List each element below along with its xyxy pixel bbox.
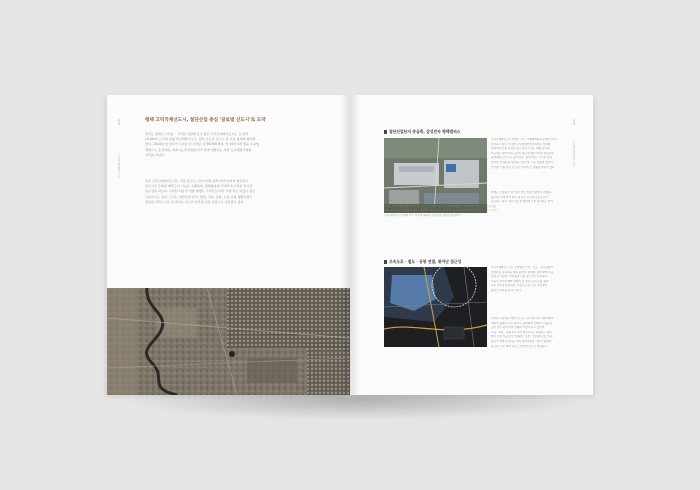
text-line: 최대기반 산업 중심의 첨단 클러스터로, 개발 중이며, [491,147,551,151]
left-page [107,95,350,395]
text-line: 고덕국제화신도시 내에는 '고덕 국제화계획지구산업단지'가 [491,138,558,141]
text-line: 출퇴근 편의를 높이고 있다. [491,288,522,292]
text-line: 조성되고 있다. 인접한 고덕일반산업단지에는 전세계 [491,142,551,146]
text-line: 연결 등 다양한 국제 광역 교통 접근성이 우수하다. [491,275,548,279]
second-paragraph [145,179,340,205]
text-line: 있으며, 이에 따라 외부 내 통근 인구와 유동인구가 [491,195,548,199]
text-line: 경기도 평택시 고덕동 · 고덕면 일원에 조성 중인 고덕국제화신도시는 총 면적 [145,132,249,136]
section-2-description-continued [491,317,587,349]
section-2-title [384,259,461,265]
text-line: 성격을 지닌다. [145,152,165,157]
text-line: 13.4km² 규모의 대형 택지개발지구로, 남부 수도권 신도시 중 가장 넓게에 위치해 [145,137,256,142]
text-line: 결합된 자족도시로 조성되며, 수도권 남부의 성장 거점으로 주목받고 있다. [145,199,245,204]
text-line: 이곳에는 세계 최대 규모의 반도체 생산기지인 삼성전자 [491,151,554,155]
intro-paragraph [145,132,340,158]
text-line: 위한 숙박 수요가 함께 늘어나고 있으며, 이에 따라 모빌리티 보조적으로 추진하고 있으며, 인근 주민 [384,209,497,213]
section-1-description [491,138,587,170]
page-heading: 평택 고덕국제신도시, 첨단산업 중심 '글로벌 신도시'로 도약 [145,118,266,123]
right-page [350,95,593,395]
text-line: 개발이 활발히 추진 중이다. 평택항의 컨테이너 물동량 [491,321,552,325]
text-line: 이러한 교통망을 바탕으로 인구 증가에 따른 택지개발과 [491,317,554,320]
text-line: 특수성을 지닌다. 이러한 다층적 개발 배경은 고덕신도시에 '국제'라는 명칭이 붙은 [145,189,256,194]
text-line: 미군기지 주변의 배후도시 기능을 수행하며, 평택항과의 연계가지 고려된 입지적 [145,184,253,189]
text-line: 증가 역시 평택 지역 경제의 기반이 되고 있으며, [491,326,546,330]
text-line: 면적의 약 절반을 차지하고 있으며, 고용 창출과 협력사 [491,160,553,164]
right-side-label-top: 평택 [572,119,576,126]
text-line: 향후 성장 가능성이 기대된다. 또한, 서울과의 접근성을 [491,335,553,339]
text-line: 급증하고 있다. 특히 반도체 생산에 직접 종사하는 인력 [491,200,553,204]
text-line: 평택캠퍼스가 가동 중에 있다. 삼성전자는 고덕권 전체 [491,156,552,160]
text-line: 고덕국제화신도시는 평택항과 인천 · 김포 · 청주공항과 [491,266,553,269]
text-line: 이유이기도 하다. 도시는 첨단산업 단지, 행정, 교육, 문화, 쇼핑 등의 생활시설이 [145,194,253,199]
text-line: 현재는 오랫동안 1단 생산라인 건설이 활발히 진행되고 [491,191,553,194]
section-2-title-text: 고속도로 · 철도 · 공항 연결, 뛰어난 접근성 [389,259,462,264]
bullet-mark [384,260,387,264]
text-line: 및 연관 기업 입주 등 인구 이유에 큰 영향을 미치고 있다. [491,165,556,169]
transport-map [384,267,487,347]
text-line: 있다. 2018년 첫 입주가 시작된 이 지역은 총 56,600세대, 약 14만 4천 명을 수용할 [145,142,260,147]
text-line: 연결되는 교통축을 계획 중이며, 평택항, 평택 KTX 신규 [491,270,554,274]
text-line: 계획으로 조성되며, 자족기능과 산업단지가 함께 개발되는 복합 도시개발사업의 [145,147,252,152]
text-line: 교육 · 의료 · 문화 인프라가 지속적으로 확충되고 있어 [491,330,552,334]
section-1-title-text: 첨단산업단지 중심축, 삼성전자 평택캠퍼스 [389,129,461,134]
text-line: 주택 쪽에 이르기까지 추가 자원의 확충이 무엇보다 필요한 상황이다. [384,213,462,217]
aerial-photo [107,288,350,395]
text-line: 이동이 편리한 SRT 지제역 및 경부고속도로를 통한 [491,279,549,283]
section-1-title [384,129,460,135]
section-2-description [491,266,587,294]
right-side-label-mid: 고덕국제화신도시 [572,141,576,167]
bullet-mark [384,130,387,134]
text-line: 특히 고덕국제화신도시는 서울 용산구 이전기지와 평택 미군에 따라 협조되고 [145,179,249,183]
left-side-label-mid: 고덕국제화신도시 [117,153,121,179]
text-line: 외에도 협력사와 해외 바이어 등 비즈니스 유동 인구가 크게 늘어났다. 이에 따라 다양한 비즈니스를 [384,204,496,208]
left-side-label-top: 평택 [117,119,121,126]
text-line: 될 경우 더욱 빠른 속도로 발전할 것으로 예상된다. [491,344,548,348]
text-line: 교통 연결이 양호하며, 서울 수도권 주요 거점과의 [491,284,547,288]
text-line: 높이기 위해 추진되는 여러 광역교통망 사업이 활성화 [491,339,552,343]
section-1-continued [384,191,587,219]
